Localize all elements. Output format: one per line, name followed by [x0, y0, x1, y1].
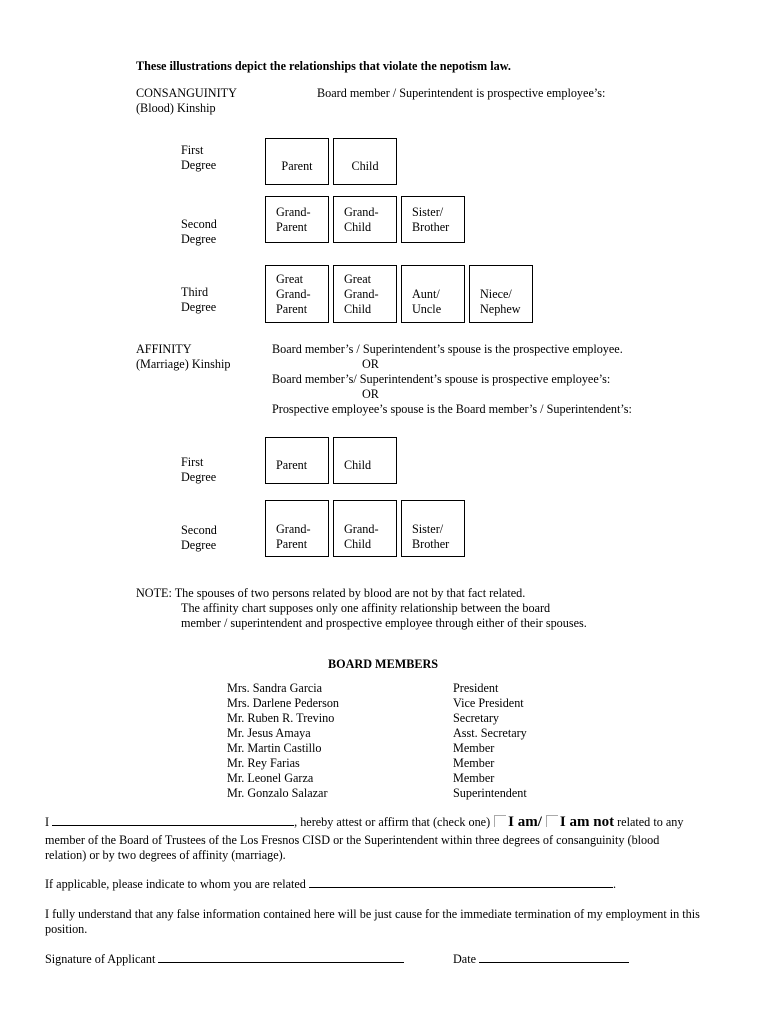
cons-third-degree-box	[333, 265, 397, 323]
understand-line: I fully understand that any false information contained here will be just cause for the immediate termination of my employment in this	[45, 907, 700, 921]
affinity-sublabel: (Marriage) Kinship	[136, 357, 231, 371]
box-label: Sister/ Brother	[412, 522, 450, 551]
box-label: Grand- Parent	[276, 205, 311, 234]
affinity-label: AFFINITY	[136, 342, 192, 356]
i-am-checkbox[interactable]	[494, 815, 506, 827]
board-heading: BOARD MEMBERS	[328, 657, 439, 671]
box-label: Grand- Child	[344, 205, 379, 234]
related-end: .	[612, 877, 616, 891]
i-am-label: I am/	[508, 814, 542, 830]
attest-line-3: relation) or by two degrees of affinity (marriage).	[45, 848, 286, 862]
aff-second-degree-label: Second Degree	[181, 523, 217, 552]
box-label: Great Grand- Child	[344, 272, 379, 316]
box-label: Grand- Parent	[276, 522, 311, 551]
cons-second-degree-box	[333, 196, 397, 243]
i-am-not-label: I am not	[559, 814, 615, 830]
attest-line-2: member of the Board of Trustees of the Los Fresnos CISD or the Superintendent within three degrees of consanguinity (blood	[45, 833, 660, 847]
attest-suffix: related to any	[617, 815, 684, 829]
aff-first-degree-label: First Degree	[181, 455, 217, 484]
date-label: Date	[453, 952, 477, 966]
cons-second-degree-box	[265, 196, 329, 243]
board-member-name: Mrs. Darlene Pederson	[227, 696, 340, 710]
related-field[interactable]	[309, 887, 613, 888]
aff-second-degree-box	[401, 500, 465, 557]
cons-second-degree-box	[401, 196, 465, 243]
box-label: Aunt/ Uncle	[412, 287, 442, 316]
board-member-role: Member	[453, 741, 495, 755]
signature-label: Signature of Applicant	[45, 952, 156, 966]
board-member-name: Mr. Leonel Garza	[227, 771, 314, 785]
signature-field[interactable]	[158, 962, 404, 963]
board-member-name: Mr. Martin Castillo	[227, 741, 322, 755]
cons-second-degree-label: Second Degree	[181, 217, 217, 246]
box-label: Grand- Child	[344, 522, 379, 551]
cons-first-degree-box	[265, 138, 329, 185]
related-label: If applicable, please indicate to whom you are related	[45, 877, 306, 891]
box-label: Child	[351, 159, 379, 173]
cons-third-degree-box	[469, 265, 533, 323]
note-line: The affinity chart supposes only one affinity relationship between the board	[181, 601, 551, 615]
consanguinity-description: Board member / Superintendent is prospective employee’s:	[317, 86, 606, 100]
consanguinity-sublabel: (Blood) Kinship	[136, 101, 216, 115]
understand-line: position.	[45, 922, 88, 936]
board-member-role: Vice President	[453, 696, 524, 710]
note-line: NOTE: The spouses of two persons related by blood are not by that fact related.	[136, 586, 526, 600]
i-am-not-checkbox[interactable]	[546, 815, 558, 827]
board-member-role: Superintendent	[453, 786, 527, 800]
board-member-name: Mr. Rey Farias	[227, 756, 300, 770]
affinity-desc-or: OR	[362, 357, 379, 371]
affinity-desc-or: OR	[362, 387, 379, 401]
page-title: These illustrations depict the relationships that violate the nepotism law.	[136, 59, 511, 73]
board-member-role: Member	[453, 771, 495, 785]
attest-prefix: I	[45, 815, 50, 829]
aff-second-degree-box	[265, 500, 329, 557]
board-names	[227, 681, 339, 801]
board-member-name: Mrs. Sandra Garcia	[227, 681, 323, 695]
box-label: Parent	[281, 159, 313, 173]
affinity-desc-line: Prospective employee’s spouse is the Board member’s / Superintendent’s:	[272, 402, 632, 416]
name-field[interactable]	[52, 825, 294, 826]
cons-first-degree-box	[333, 138, 397, 185]
board-member-role: President	[453, 681, 499, 695]
signature-row	[45, 952, 404, 967]
cons-third-degree-box	[265, 265, 329, 323]
consanguinity-label: CONSANGUINITY	[136, 86, 237, 100]
affinity-desc-line: Board member’s/ Superintendent’s spouse is prospective employee’s:	[272, 372, 611, 386]
cons-third-degree-label: Third Degree	[181, 285, 217, 314]
box-label: Sister/ Brother	[412, 205, 450, 234]
cons-third-degree-box	[401, 265, 465, 323]
board-member-role: Secretary	[453, 711, 500, 725]
affinity-desc-line: Board member’s / Superintendent’s spouse is the prospective employee.	[272, 342, 623, 356]
board-roles	[453, 681, 527, 801]
aff-second-degree-box	[333, 500, 397, 557]
box-label: Great Grand- Parent	[276, 272, 311, 316]
board-member-name: Mr. Gonzalo Salazar	[227, 786, 328, 800]
board-member-role: Asst. Secretary	[453, 726, 527, 740]
related-row	[45, 877, 616, 892]
attest-line	[45, 815, 683, 830]
board-member-name: Mr. Jesus Amaya	[227, 726, 311, 740]
box-label: Parent	[276, 458, 308, 472]
aff-first-degree-box	[265, 437, 329, 484]
board-member-role: Member	[453, 756, 495, 770]
box-label: Niece/ Nephew	[480, 287, 521, 316]
note-line: member / superintendent and prospective employee through either of their spouses.	[181, 616, 587, 630]
date-row	[453, 952, 629, 967]
date-field[interactable]	[479, 962, 629, 963]
attest-middle: , hereby attest or affirm that (check one)	[294, 815, 491, 829]
board-member-name: Mr. Ruben R. Trevino	[227, 711, 335, 725]
box-label: Child	[344, 458, 372, 472]
cons-first-degree-label: First Degree	[181, 143, 217, 172]
aff-first-degree-box	[333, 437, 397, 484]
